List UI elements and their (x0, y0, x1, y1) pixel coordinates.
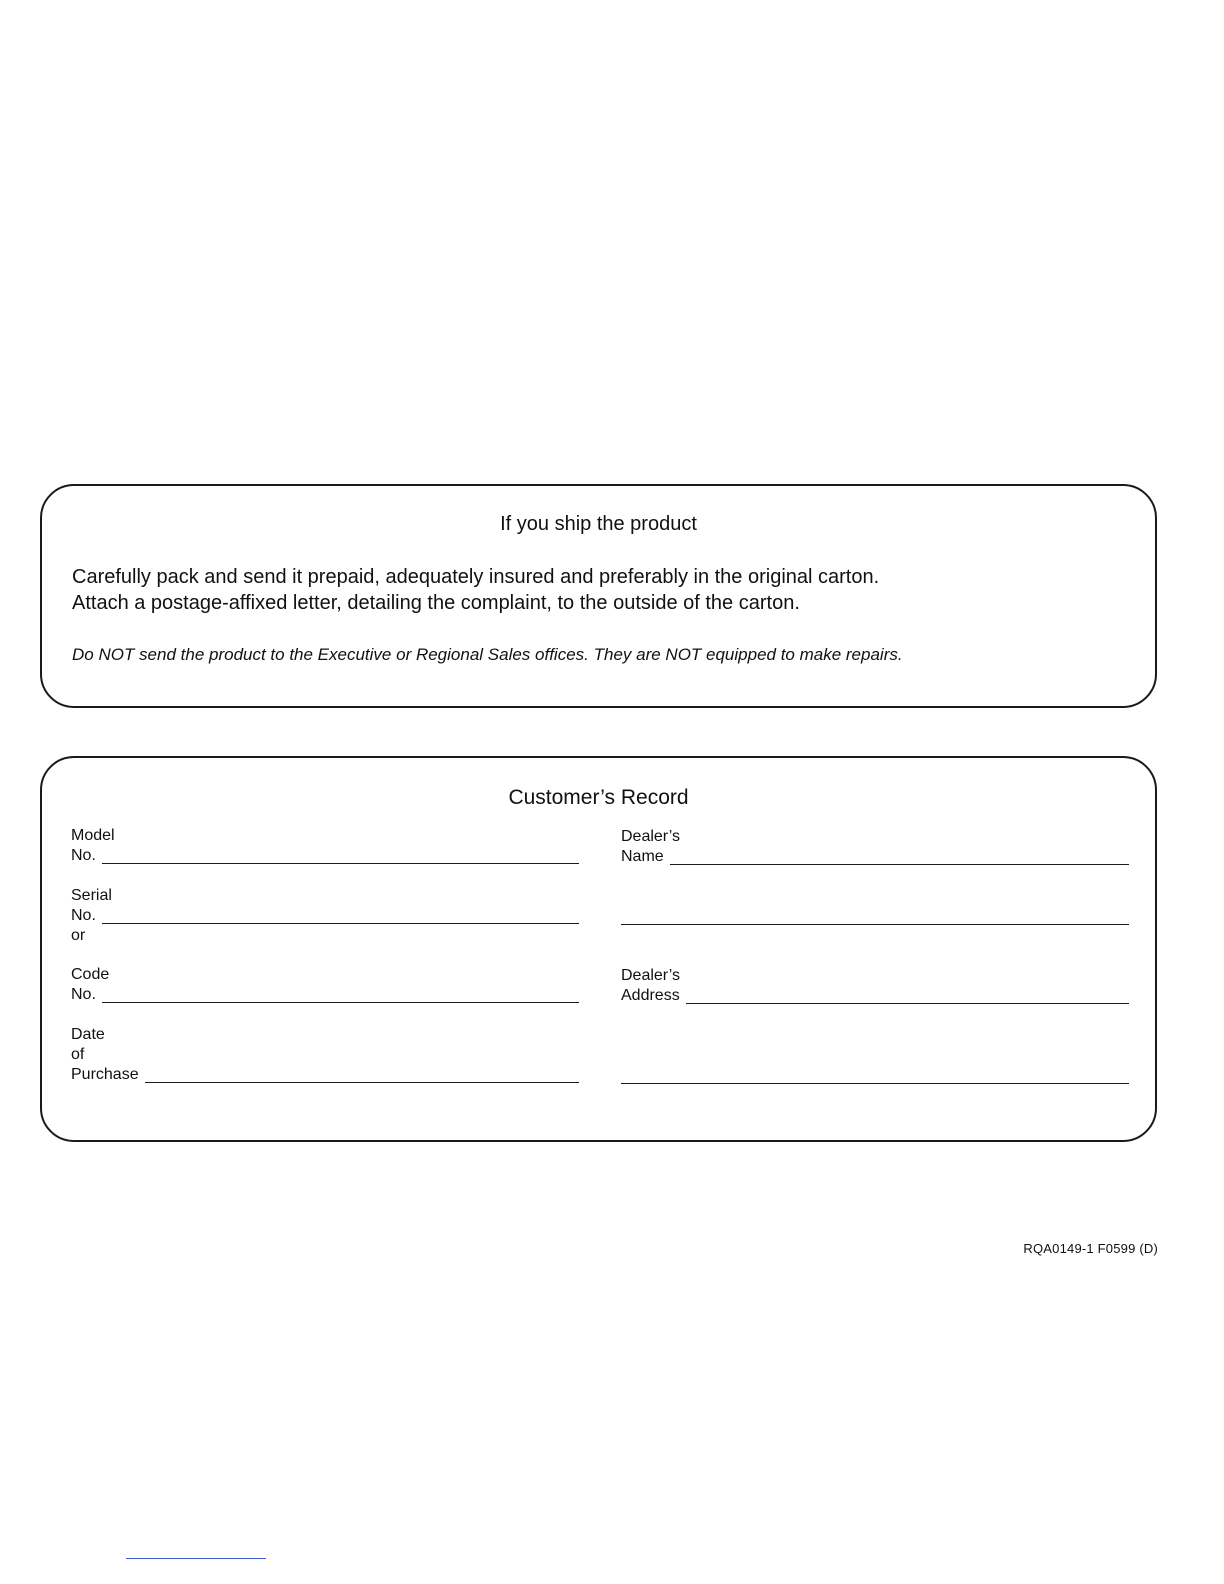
code-no-field (71, 965, 579, 1005)
dealer-address-input[interactable] (686, 987, 1129, 1004)
code-label-line1: Code (71, 966, 110, 983)
model-label-line2: No. (71, 847, 96, 864)
dealer-address-field (621, 966, 1129, 1006)
customer-record-panel (40, 756, 1157, 1142)
shipping-instruction-1: Carefully pack and send it prepaid, adequately insured and preferably in the original carton. (72, 566, 880, 588)
purchase-date-input[interactable] (145, 1066, 579, 1083)
dealer-address-extra-line[interactable] (621, 1083, 1129, 1084)
dealer-name-input[interactable] (670, 848, 1129, 865)
model-no-field (71, 826, 579, 866)
dealer-address-label-line2: Address (621, 987, 680, 1004)
dealer-address-label-line1: Dealer’s (621, 967, 680, 984)
shipping-info-panel (40, 484, 1157, 708)
code-label-line2: No. (71, 986, 96, 1003)
shipping-warning: Do NOT send the product to the Executive or Regional Sales offices. They are NOT equipped to make repairs. (72, 645, 903, 664)
shipping-instruction-2: Attach a postage-affixed letter, detailing the complaint, to the outside of the carton. (72, 592, 800, 614)
shipping-title: If you ship the product (500, 513, 697, 535)
serial-no-field (71, 886, 579, 946)
serial-label-or: or (71, 927, 86, 944)
dealer-name-field (621, 827, 1129, 867)
record-title: Customer’s Record (508, 786, 689, 809)
form-code: RQA0149-1 F0599 (D) (1023, 1241, 1158, 1256)
purchase-label-line3: Purchase (71, 1066, 139, 1083)
serial-label-line1: Serial (71, 887, 112, 904)
dealer-name-label-line2: Name (621, 848, 664, 865)
code-no-input[interactable] (102, 986, 579, 1003)
serial-label-line2: No. (71, 907, 96, 924)
purchase-date-field (71, 1025, 579, 1085)
purchase-label-line1: Date (71, 1026, 105, 1043)
dealer-name-label-line1: Dealer’s (621, 828, 680, 845)
model-no-input[interactable] (102, 847, 579, 864)
model-label-line1: Model (71, 827, 115, 844)
dealer-name-extra-line[interactable] (621, 924, 1129, 925)
serial-no-input[interactable] (102, 907, 579, 924)
footer-rule (126, 1558, 266, 1559)
purchase-label-line2: of (71, 1046, 85, 1063)
